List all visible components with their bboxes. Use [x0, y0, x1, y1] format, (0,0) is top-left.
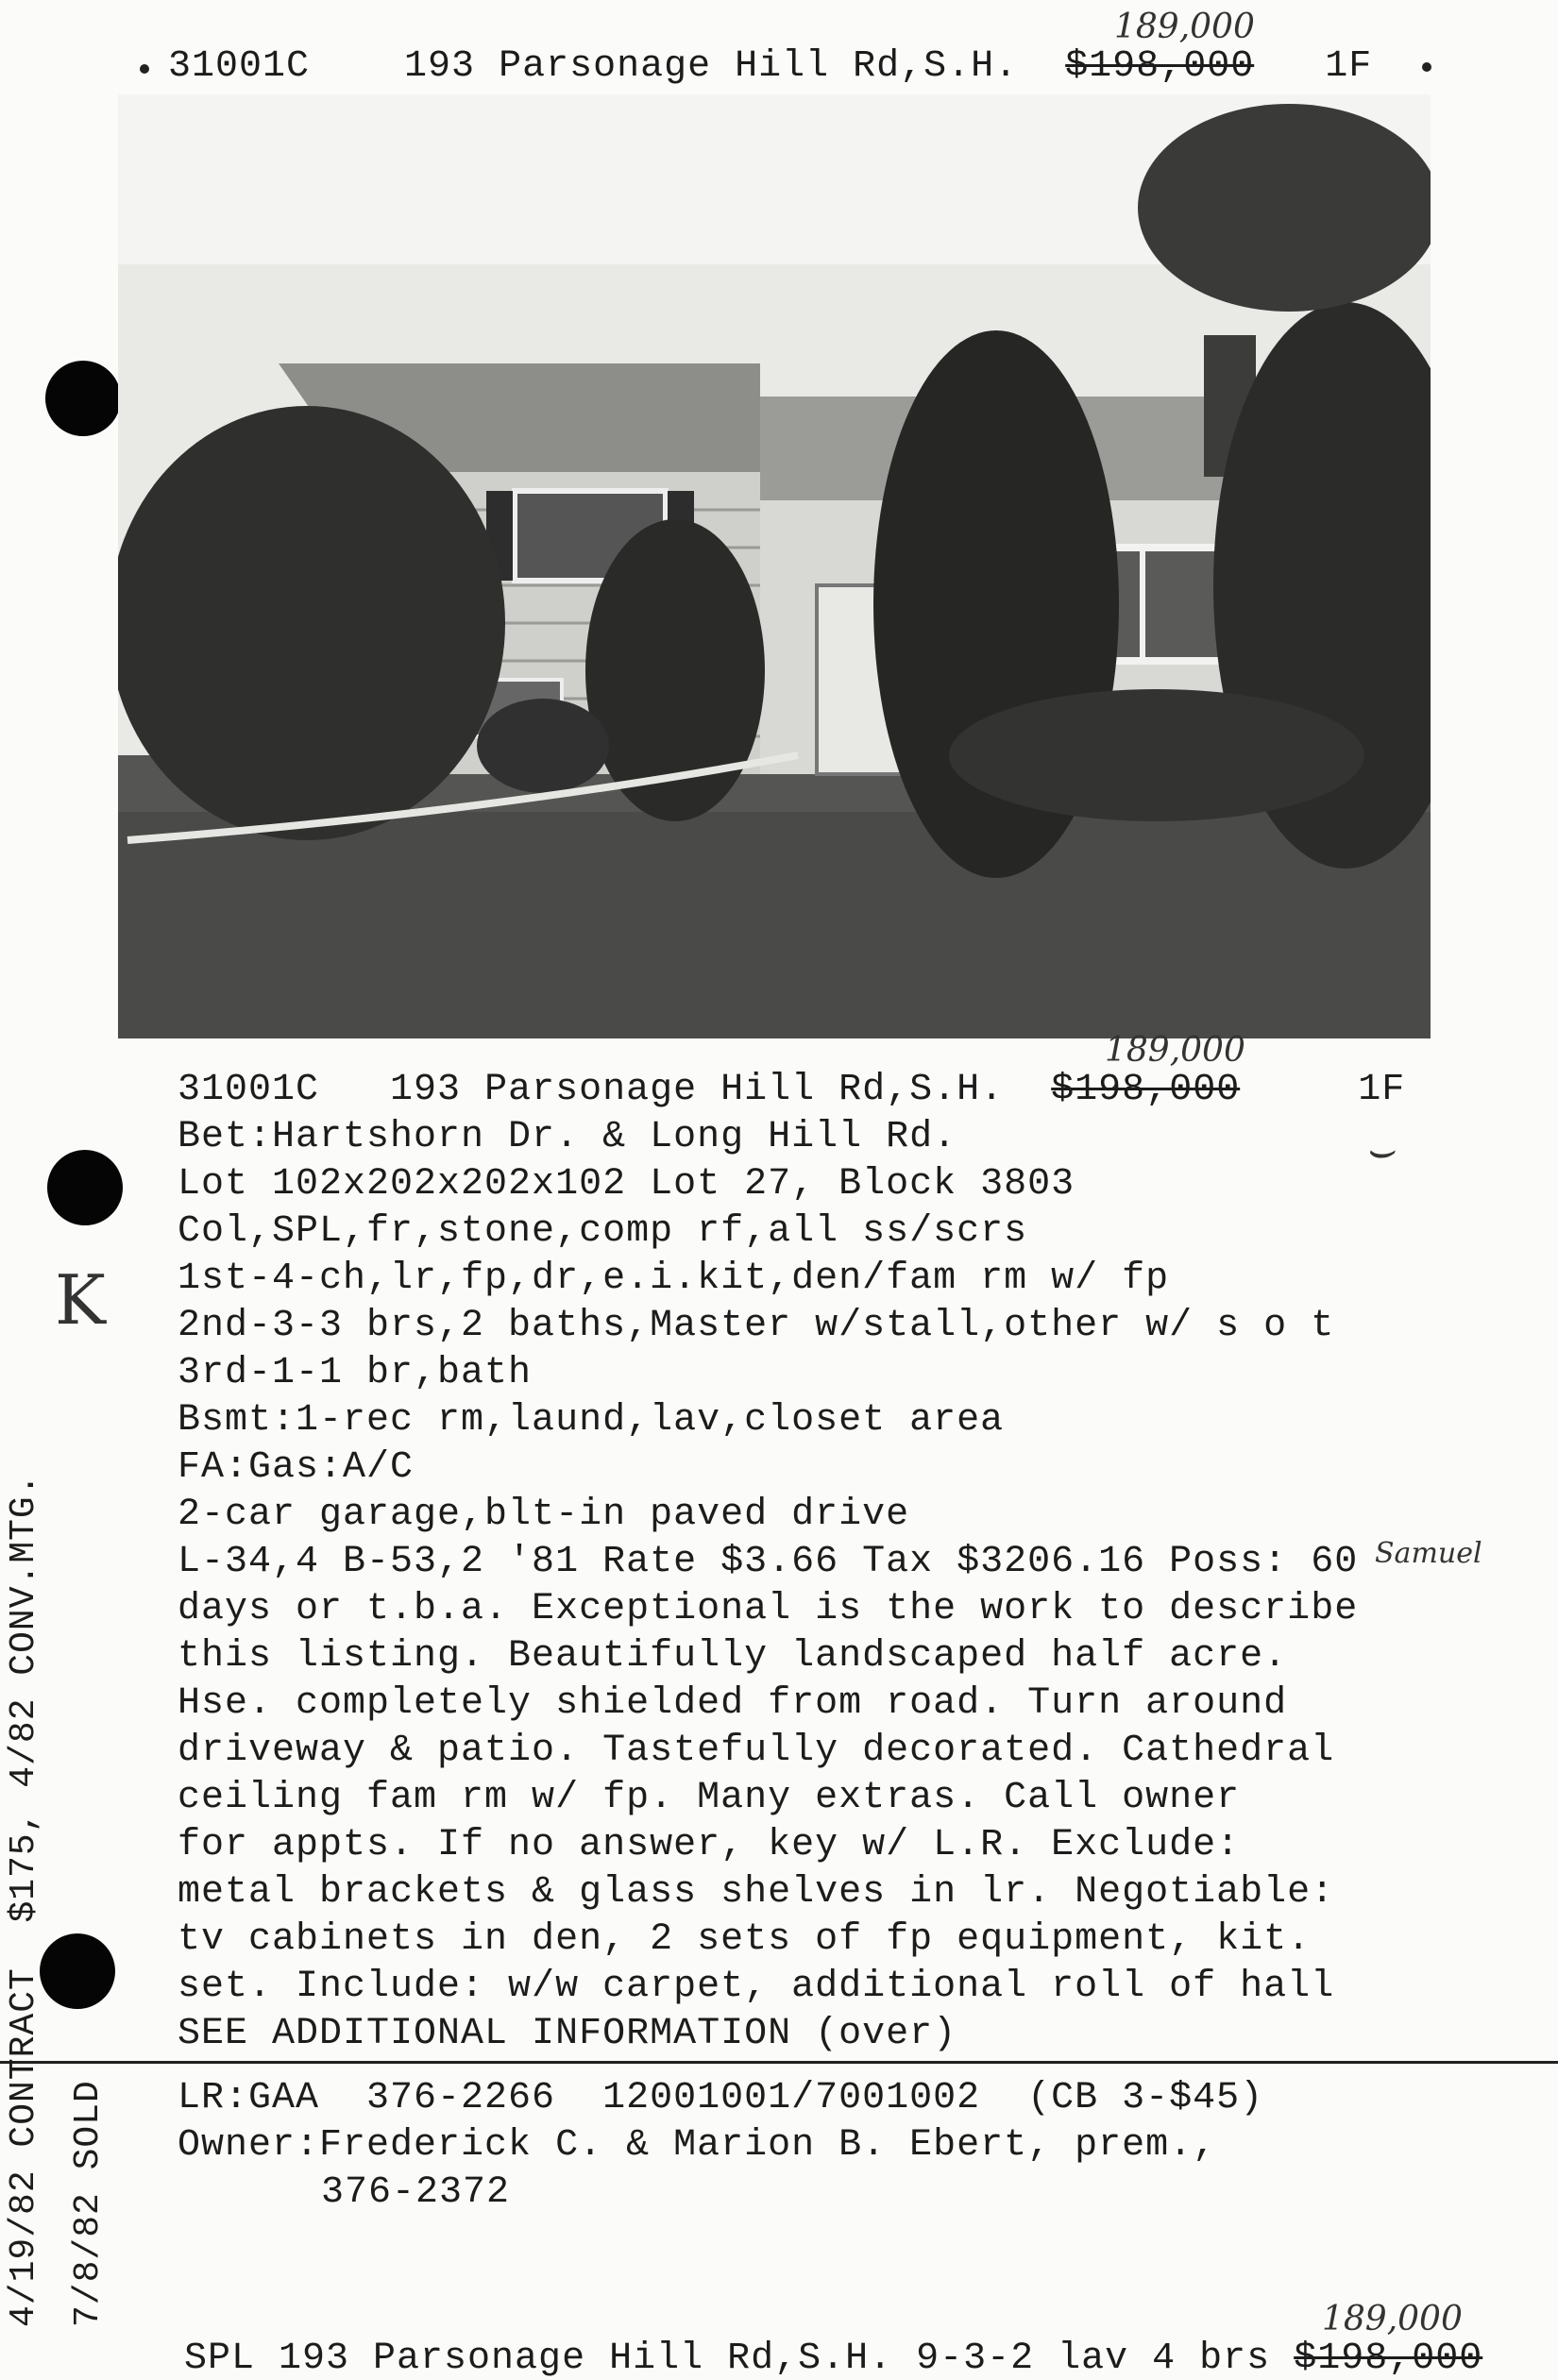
listing-detail-line: Col,SPL,fr,stone,comp rf,all ss/scrs: [178, 1210, 1028, 1253]
margin-check-mark: ⌣: [1364, 1123, 1395, 1176]
listing-detail-line: Bet:Hartshorn Dr. & Long Hill Rd.: [178, 1116, 957, 1158]
listing-detail-line: ceiling fam rm w/ fp. Many extras. Call owner: [178, 1777, 1241, 1819]
owner-line: Owner:Frederick C. & Marion B. Ebert, prem.,: [178, 2124, 1217, 2167]
margin-right-note: Samuel: [1375, 1537, 1482, 1570]
punch-hole-top: [45, 361, 121, 436]
header-price: $198,000: [1065, 45, 1255, 88]
listing-line1: [178, 1069, 1405, 1111]
header-listing-no: 31001C: [168, 45, 311, 88]
listing-detail-line: set. Include: w/w carpet, additional roll of hall: [178, 1966, 1335, 2008]
header-revised-price: 189,000: [1114, 8, 1255, 46]
margin-contract-note: 4/19/82 CONTRACT $175, 4/82 CONV.MTG.: [4, 1473, 44, 2327]
footer-revised-price: 189,000: [1322, 2300, 1463, 2338]
listing-detail-line: Bsmt:1-rec rm,laund,lav,closet area: [178, 1399, 1005, 1442]
listing-detail-line: driveway & patio. Tastefully decorated. Cathedral: [178, 1730, 1335, 1772]
header-address: 193 Parsonage Hill Rd,S.H.: [404, 45, 1019, 88]
office-line: LR:GAA 376-2266 12001001/7001002 (CB 3-$45): [178, 2077, 1264, 2119]
header-line: [168, 45, 1372, 88]
listing-price: $198,000: [1051, 1069, 1241, 1111]
footer-price: $198,000: [1294, 2338, 1483, 2380]
margin-sold-note: 7/8/82 SOLD: [68, 2080, 109, 2327]
listing-detail-line: 2-car garage,blt-in paved drive: [178, 1494, 910, 1536]
listing-detail-line: Lot 102x202x202x102 Lot 27, Block 3803: [178, 1163, 1075, 1206]
listing-detail-line: Hse. completely shielded from road. Turn around: [178, 1682, 1288, 1725]
footer-line: [184, 2338, 1482, 2380]
listing-detail-line: FA:Gas:A/C: [178, 1446, 415, 1489]
listing-revised-price: 189,000: [1105, 1031, 1245, 1070]
margin-letter-k: K: [55, 1260, 106, 1340]
header-bullet-right: [1422, 62, 1431, 72]
divider-rule: [0, 2061, 1558, 2064]
listing-detail-line: 2nd-3-3 brs,2 baths,Master w/stall,other w/ s o t: [178, 1305, 1335, 1347]
footer-text: SPL 193 Parsonage Hill Rd,S.H. 9-3-2 lav 4 brs: [184, 2338, 1295, 2380]
punch-hole-middle: [47, 1150, 123, 1225]
owner-phone: 376-2372: [321, 2171, 511, 2214]
listing-detail-line: metal brackets & glass shelves in lr. Negotiable:: [178, 1871, 1335, 1914]
listing-detail-line: this listing. Beautifully landscaped half acre.: [178, 1635, 1288, 1678]
listing-detail-line: L-34,4 B-53,2 '81 Rate $3.66 Tax $3206.16 Poss: 60: [178, 1541, 1359, 1583]
listing-detail-line: for appts. If no answer, key w/ L.R. Exclude:: [178, 1824, 1241, 1866]
listing-detail-line: days or t.b.a. Exceptional is the work to describe: [178, 1588, 1359, 1630]
listing-id: 31001C: [178, 1069, 320, 1111]
listing-detail-line: SEE ADDITIONAL INFORMATION (over): [178, 2013, 957, 2055]
header-bullet-left: [140, 64, 149, 74]
listing-detail-line: 1st-4-ch,lr,fp,dr,e.i.kit,den/fam rm w/ fp: [178, 1258, 1170, 1300]
listing-detail-line: 3rd-1-1 br,bath: [178, 1352, 533, 1394]
listing-address: 193 Parsonage Hill Rd,S.H.: [390, 1069, 1005, 1111]
punch-hole-bottom: [40, 1933, 115, 2009]
header-family: 1F: [1325, 45, 1373, 88]
listing-family: 1F: [1358, 1069, 1406, 1111]
house-photo: [118, 94, 1431, 1038]
listing-detail-line: tv cabinets in den, 2 sets of fp equipment, kit.: [178, 1918, 1312, 1961]
